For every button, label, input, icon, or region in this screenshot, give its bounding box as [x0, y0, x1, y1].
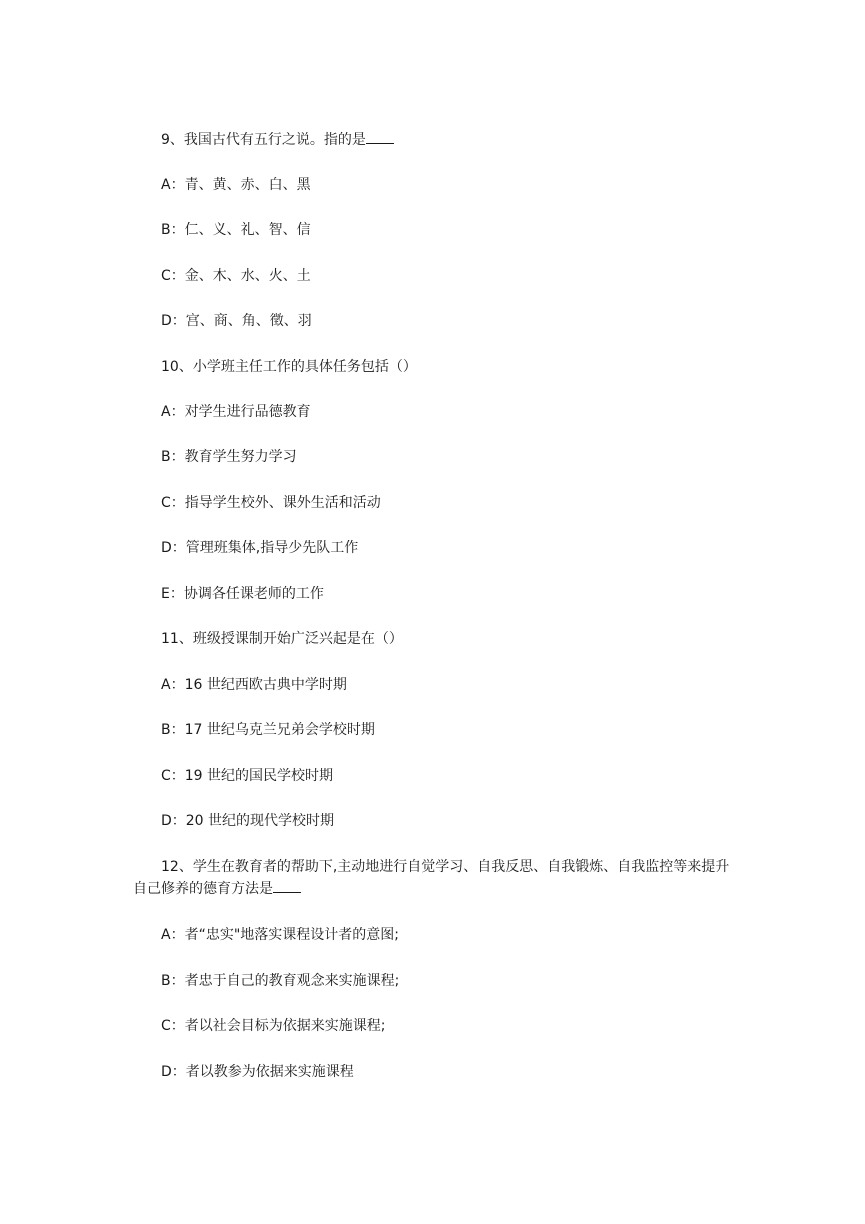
- question-9-stem: [133, 129, 739, 151]
- question-12-option-d: D：者以教参为依据来实施课程: [161, 1064, 354, 1080]
- question-11-option-b: B：17 世纪乌克兰兄弟会学校时期: [161, 722, 375, 738]
- question-9-option-d: D：宫、商、角、徵、羽: [161, 313, 312, 329]
- question-stem-text: 12、学生在教育者的帮助下,主动地进行自觉学习、自我反思、自我锻炼、自我监控等来提升自己修养的德育方法是: [133, 859, 730, 897]
- question-11-option-a: A：16 世纪西欧古典中学时期: [161, 677, 347, 693]
- question-11-stem: 11、班级授课制开始广泛兴起是在（）: [161, 631, 403, 647]
- question-11-option-d: D：20 世纪的现代学校时期: [161, 813, 335, 829]
- question-10-option-d: D：管理班集体,指导少先队工作: [161, 540, 359, 556]
- question-stem-text: 9、我国古代有五行之说。指的是: [161, 132, 366, 148]
- question-11-option-c: C：19 世纪的国民学校时期: [161, 768, 334, 784]
- question-10-option-b: B：教育学生努力学习: [161, 449, 297, 465]
- question-10-option-e: E：协调各任课老师的工作: [161, 586, 324, 602]
- question-9-option-a: A：青、黄、赤、白、黑: [161, 177, 311, 193]
- question-10-stem: 10、小学班主任工作的具体任务包括（）: [161, 359, 417, 375]
- question-10-option-a: A：对学生进行品德教育: [161, 404, 311, 420]
- question-12-option-c: C：者以社会目标为依据来实施课程;: [161, 1018, 386, 1034]
- answer-blank: [366, 131, 394, 144]
- question-12-option-a: A：者“忠实"地落实课程设计者的意图;: [161, 927, 399, 943]
- question-9-option-c: C：金、木、水、火、土: [161, 268, 311, 284]
- question-10-option-c: C：指导学生校外、课外生活和活动: [161, 495, 381, 511]
- question-9-option-b: B：仁、义、礼、智、信: [161, 222, 311, 238]
- question-12-stem: [133, 856, 739, 900]
- question-12-option-b: B：者忠于自己的教育观念来实施课程;: [161, 973, 400, 989]
- answer-blank: [273, 880, 301, 893]
